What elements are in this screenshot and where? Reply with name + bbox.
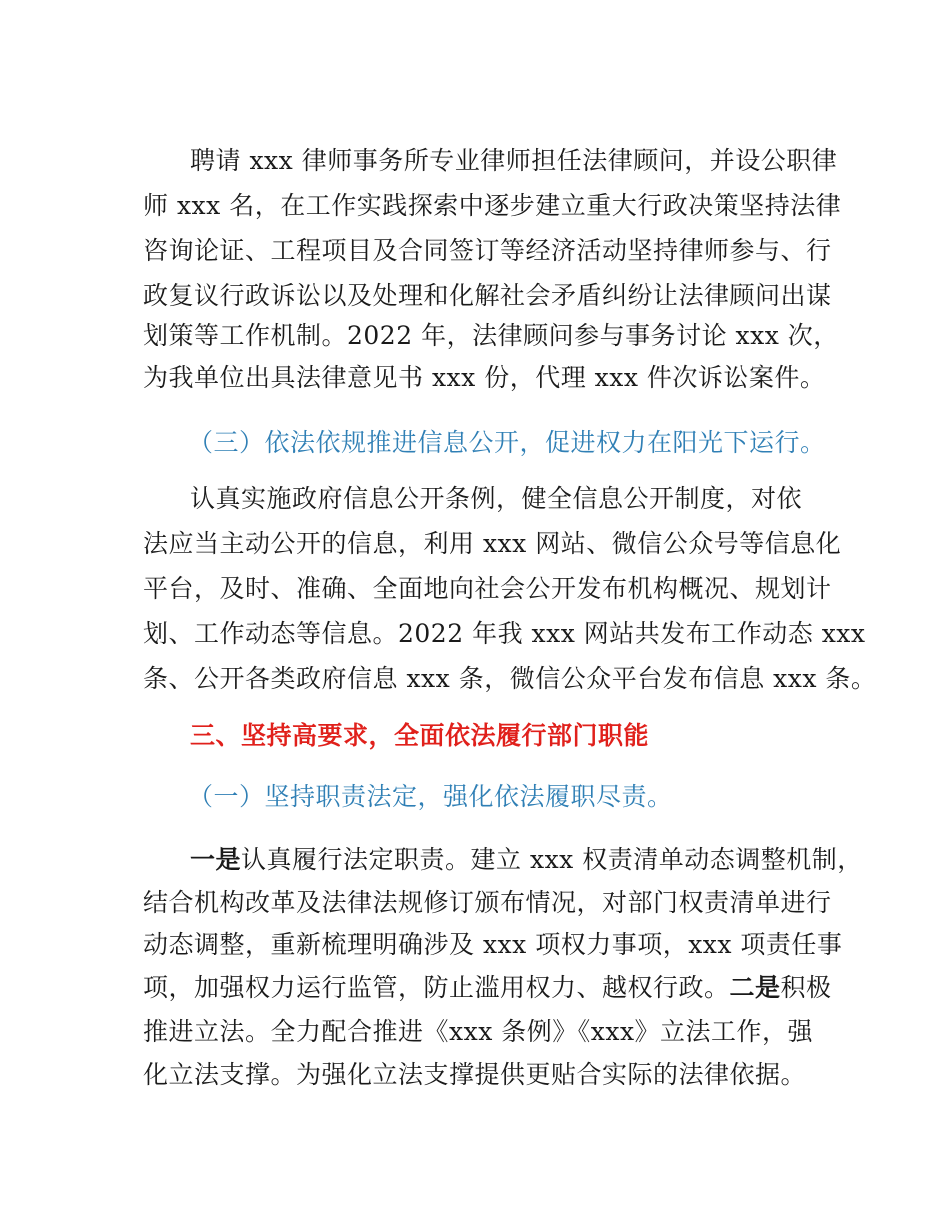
paragraph-3-line-1 xyxy=(190,845,863,875)
paragraph-1-line-3: 咨询论证、工程项目及合同签订等经济活动坚持律师参与、行 xyxy=(143,236,832,265)
paragraph-3-line-4 xyxy=(143,973,832,1003)
paragraph-1-line-4: 政复议行政诉讼以及处理和化解社会矛盾纠纷让法律顾问出谋 xyxy=(143,281,832,310)
paragraph-3-line-6: 化立法支撑。为强化立法支撑提供更贴合实际的法律依据。 xyxy=(143,1060,807,1089)
paragraph-3-line-5: 推进立法。全力配合推进《xxx 条例》《xxx》立法工作，强 xyxy=(143,1017,814,1046)
section-heading: 三、坚持高要求，全面依法履行部门职能 xyxy=(190,721,650,750)
paragraph-2-line-3: 平台，及时、准确、全面地向社会公开发布机构概况、规划计 xyxy=(143,574,832,603)
paragraph-2-line-2: 法应当主动公开的信息，利用 xxx 网站、微信公众号等信息化 xyxy=(143,529,842,558)
paragraph-1-line-2: 师 xxx 名，在工作实践探索中逐步建立重大行政决策坚持法律 xyxy=(143,191,842,220)
paragraph-2-line-1: 认真实施政府信息公开条例，健全信息公开制度，对依 xyxy=(190,484,803,513)
paragraph-1-line-6: 为我单位出具法律意见书 xxx 份，代理 xxx 件次诉讼案件。 xyxy=(143,363,826,392)
subheading-three: （三）依法依规推进信息公开，促进权力在阳光下运行。 xyxy=(188,428,826,457)
paragraph-2-line-5: 条、公开各类政府信息 xxx 条，微信公众平台发布信息 xxx 条。 xyxy=(143,664,877,693)
paragraph-1-line-1: 聘请 xxx 律师事务所专业律师担任法律顾问，并设公职律 xyxy=(190,146,838,175)
paragraph-3-line-3: 动态调整，重新梳理明确涉及 xxx 项权力事项，xxx 项责任事 xyxy=(143,930,843,959)
subheading-one: （一）坚持职责法定，强化依法履职尽责。 xyxy=(188,782,673,811)
paragraph-3-line-1-text: 认真履行法定职责。建立 xxx 权责清单动态调整机制， xyxy=(241,845,863,874)
paragraph-2-line-4: 划、工作动态等信息。2022 年我 xxx 网站共发布工作动态 xxx xyxy=(143,619,866,648)
emphasis-second: 二是 xyxy=(729,973,781,1002)
paragraph-3-line-4-text: 项，加强权力运行监管，防止滥用权力、越权行政。 xyxy=(143,973,730,1002)
paragraph-1-line-5: 划策等工作机制。2022 年，法律顾问参与事务讨论 xxx 次， xyxy=(143,321,839,350)
paragraph-3-line-4-end: 积极 xyxy=(780,973,832,1002)
paragraph-3-line-2: 结合机构改革及法律法规修订颁布情况，对部门权责清单进行 xyxy=(143,888,832,917)
emphasis-first: 一是 xyxy=(190,845,242,874)
